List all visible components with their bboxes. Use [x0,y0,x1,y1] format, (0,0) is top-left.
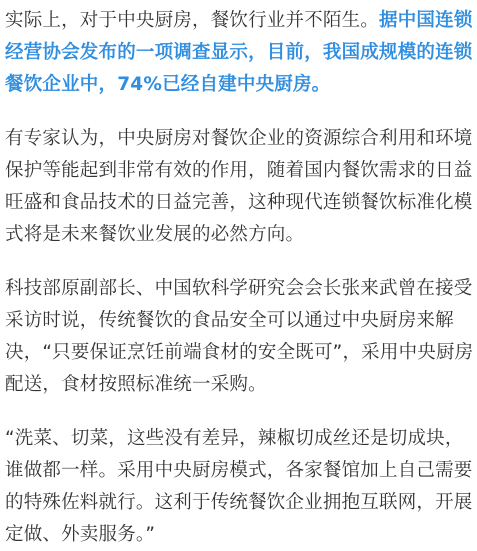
paragraph-1 [5,5,475,101]
article-body [5,5,475,551]
paragraph-1-highlight: 据中国连锁经营协会发布的一项调查显示，目前，我国成规模的连锁餐饮企业中，74%已经自建中央厨房。 [5,10,473,95]
paragraph-4 [5,423,475,551]
paragraph-2-text: 有专家认为，中央厨房对餐饮企业的资源综合利用和环境保护等能起到非常有效的作用，随着国内餐饮需求的日益旺盛和食品技术的日益完善，这种现代连锁餐饮标准化模式将是未来餐饮业发展的必然方向。 [5,128,473,245]
paragraph-2 [5,123,475,251]
paragraph-1-text: 实际上，对于中央厨房，餐饮行业并不陌生。 [5,10,380,31]
paragraph-3-text: 科技部原副部长、中国软科学研究会会长张来武曾在接受采访时说，传统餐饮的食品安全可以通过中央厨房来解决，“只要保证烹饪前端食材的安全既可”，采用中央厨房配送，食材按照标准统一采购。 [5,278,474,395]
paragraph-4-text: “洗菜、切菜，这些没有差异，辣椒切成丝还是切成块，谁做都一样。采用中央厨房模式，各家餐馆加上自己需要的特殊佐料就行。这利于传统餐饮企业拥抱互联网，开展定做、外卖服务。” [5,428,473,545]
paragraph-3 [5,273,475,401]
